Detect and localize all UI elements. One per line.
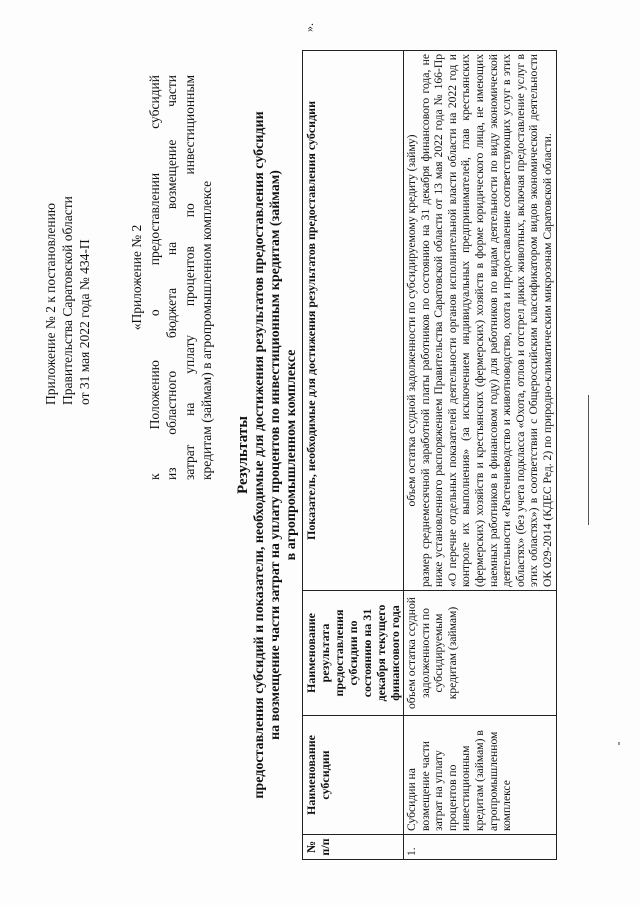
appendix-line: Правительства Саратовской области [60,196,75,405]
header-subsidy-name: Наименование субсидии [303,716,404,835]
table-header-row [303,51,404,860]
cell-result: объем остатка ссудной задолженности по субсидируемым кредитам (займам) [404,591,557,716]
header-result-name: Наименование результата предоставления субсидии по состоянию на 31 декабря текущего финансового года [303,591,404,716]
table-row [404,51,557,860]
cell-indicator [404,51,557,591]
cell-num: 1. [404,835,557,860]
appendix-2-line: из областного бюджета на возмещение части [164,75,179,480]
indicator-1: объем остатка ссудной задолженности по субсидируемому кредиту (займу) [405,134,418,507]
appendix-line: Приложение № 2 к постановлению [43,203,58,405]
title-subtitle: на возмещение части затрат на уплату процентов по инвестиционным кредитам (займам) [268,170,283,740]
title-subtitle: предоставления субсидий и показатели, необходимые для достижения результатов предоставления субсидии [252,111,267,799]
appendix-2-line: кредитам (займам) в агропромышленном комплексе [199,180,214,480]
document-title [234,65,300,845]
appendix-2-line: затрат на уплату процентов по инвестиционным [181,75,197,480]
title-heading: Результаты [235,416,251,494]
rotated-content [40,25,600,865]
appendix-2-line: к Положению о предоставлении субсидий [146,75,162,480]
appendix-header [42,75,93,405]
cell-subsidy-name: Субсидии на возмещение части затрат на уплату процентов по инвестиционным кредитам (займам) в агропромышленном комплексе [404,716,557,835]
appendix-2-header [128,75,216,480]
appendix-line: от 31 мая 2022 года № 434-П [77,239,92,405]
title-subtitle: в агропромышленном комплексе [284,349,299,561]
header-indicator: Показатель, необходимые для достижения результатов предоставления субсидии [303,51,404,591]
header-num: № п/п [303,835,404,860]
appendix-2-title: «Приложение № 2 [129,224,144,331]
bottom-rule [588,395,589,525]
indicator-2: размер среднемесячной заработной платы работников по состоянию на 31 декабря финансового года, не ниже установленного распоряжением Правительства Саратовской области от 13 мая 2022 года № 166-Пр «О перечне отдельных показателей деятельности органов исполнительной власти области на 2022 год и контроле их выполнения» (за исключением индивидуальных предпринимателей, глав крестьянских (фермерских) хозяйств и крестьянских (фермерских) хозяйств в форме юридического лица, не имеющих наемных работников в финансовом году) для работников по видам деятельности по виду экономической деятельности «Растениеводство и животноводство, охота и предоставление соответствующих услуг в этих областях» (без учета подкласса «Охота, отлов и отстрел диких животных, включая предоставление услуг в этих областях») в соответствии с Общероссийским классификатором видов экономической деятельности ОК 029-2014 (КДЕС Ред. 2) по природно-климатическим микрозонам Саратовской области. [418,54,554,587]
results-table [302,50,557,860]
scan-mark [618,742,620,745]
closing-quote: ». [302,23,316,32]
